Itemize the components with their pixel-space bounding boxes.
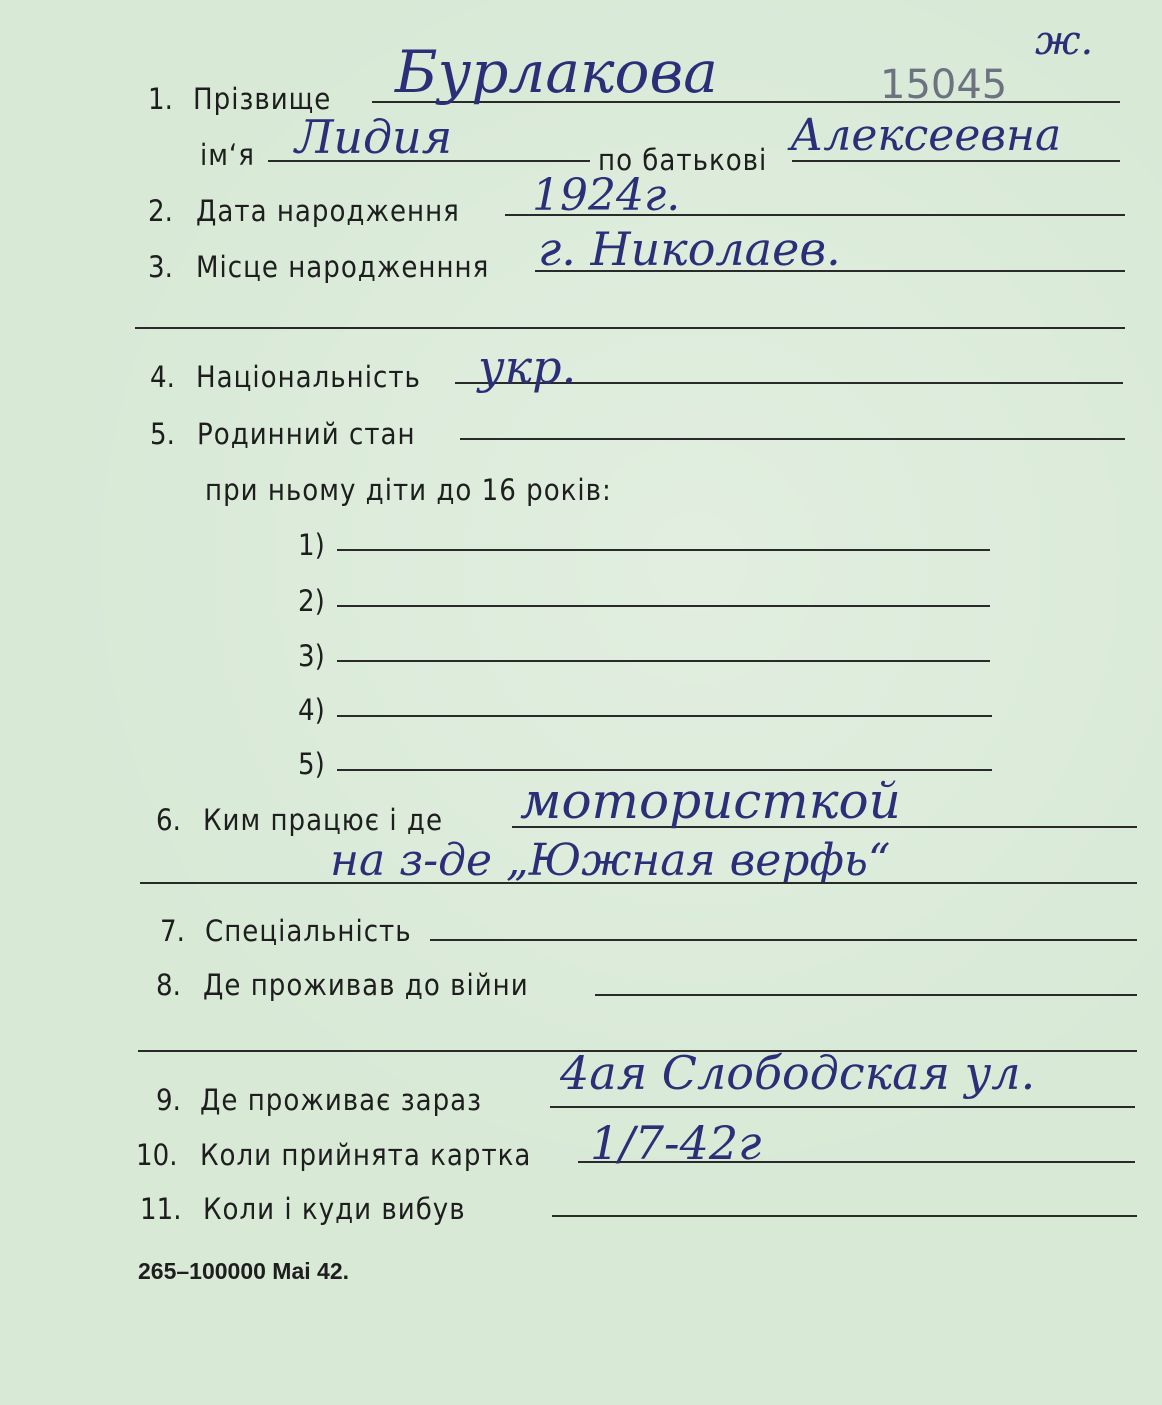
field-6-value-continued: на з-де „Южная верфь“ — [330, 835, 891, 886]
child-4-number: 4) — [298, 693, 325, 727]
child-5-line — [337, 769, 992, 771]
field-1-name-value: Лидия — [295, 110, 453, 164]
field-10-value: 1/7-42г — [590, 1116, 762, 1170]
field-4-value: укр. — [478, 340, 577, 394]
field-10-label: Коли прийнята картка — [200, 1138, 532, 1172]
field-1-label: Прізвище — [193, 82, 332, 116]
child-2-number: 2) — [298, 584, 325, 618]
field-8-number: 8. — [156, 968, 181, 1002]
child-4-line — [337, 715, 992, 717]
child-3-number: 3) — [298, 639, 325, 673]
field-9-label: Де проживає зараз — [200, 1083, 483, 1117]
field-3-value: г. Николаев. — [538, 222, 841, 276]
field-5-number: 5. — [150, 417, 175, 451]
field-11-line — [552, 1215, 1137, 1217]
field-6-continuation-line — [140, 882, 1137, 884]
field-7-line — [430, 939, 1137, 941]
field-3-label: Місце народженння — [196, 250, 490, 284]
field-4-number: 4. — [150, 360, 175, 394]
field-2-label: Дата народження — [196, 194, 460, 228]
field-7-label: Спеціальність — [205, 914, 412, 948]
field-8-label: Де проживав до війни — [203, 968, 529, 1002]
field-2-value: 1924г. — [532, 170, 681, 221]
child-1-line — [337, 549, 990, 551]
field-9-number: 9. — [156, 1083, 181, 1117]
pencil-number: 15045 — [880, 62, 1008, 108]
field-9-line — [550, 1106, 1135, 1108]
field-1-patronymic-value: Алексеевна — [790, 110, 1062, 161]
child-2-line — [337, 605, 990, 607]
field-9-value: 4ая Слободская ул. — [560, 1046, 1036, 1100]
field-4-label: Національність — [196, 360, 421, 394]
field-7-number: 7. — [160, 914, 185, 948]
field-11-label: Коли і куди вибув — [203, 1192, 466, 1226]
field-5-line — [460, 438, 1125, 440]
child-1-number: 1) — [298, 528, 325, 562]
field-1-number: 1. — [148, 82, 173, 116]
field-6-number: 6. — [156, 803, 181, 837]
corner-mark: ж. — [1035, 18, 1094, 64]
field-11-number: 11. — [140, 1192, 182, 1226]
child-3-line — [337, 660, 990, 662]
field-2-number: 2. — [148, 194, 173, 228]
field-6-value: мотористкой — [520, 772, 901, 830]
field-1-value: Бурлакова — [395, 38, 718, 106]
field-3-number: 3. — [148, 250, 173, 284]
field-5-label: Родинний стан — [197, 417, 416, 451]
field-10-number: 10. — [136, 1138, 178, 1172]
field-1-patronymic-label: по батькові — [598, 143, 768, 177]
field-8-line — [595, 994, 1137, 996]
child-5-number: 5) — [298, 747, 325, 781]
field-3-continuation-line — [135, 327, 1125, 329]
printer-imprint: 265–100000 Mai 42. — [138, 1258, 350, 1284]
children-label: при ньому діти до 16 років: — [205, 473, 612, 507]
field-6-label: Ким працює і де — [203, 803, 444, 837]
field-1-name-label: ім‘я — [200, 138, 255, 172]
